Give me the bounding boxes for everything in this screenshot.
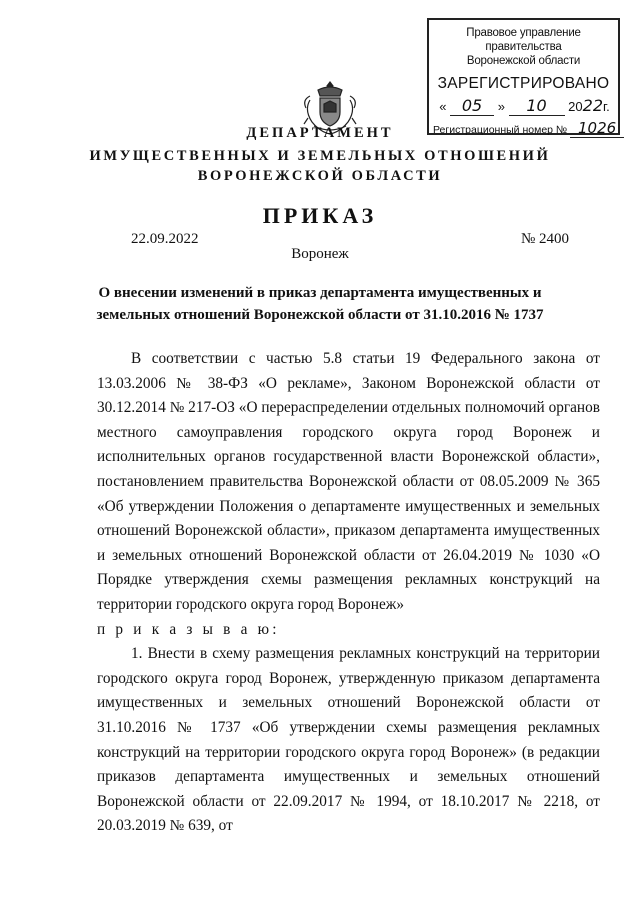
department-title-line1: ДЕПАРТАМЕНТ <box>246 125 394 141</box>
preamble-paragraph: В соответствии с частью 5.8 статьи 19 Федерального закона от 13.03.2006 № 38-ФЗ «О рекламе», Законом Воронежской области от 30.12.2014 № 217-ОЗ «О перераспределении отдельных полномочий органов местного самоуправления городского округа город Воронеж и исполнительных органов государственной власти Воронежской области», постановлением правительства Воронежской области от 08.05.2009 № 365 «Об утверждении Положения о департаменте имущественных и земельных отношений Воронежской области», приказом департамента имущественных и земельных отношений Воронежской области от 26.04.2019 № 1030 «О Порядке утверждения схемы размещения рекламных конструкций на территории городского округа город Воронеж» <box>97 350 600 613</box>
item-1-paragraph: 1. Внести в схему размещения рекламных конструкций на территории городского округа город Воронеж, утвержденную приказом департамента имущественных и земельных отношений Воронежской области от 31.10.2016 № 1737 «Об утверждении схемы размещения рекламных конструкций на территории городского округа город Воронеж» (в редакции приказов департамента имущественных и земельных отношений Воронежской области от 22.09.2017 № 1994, от 18.10.2017 № 2218, от 20.03.2019 № 639, от <box>97 645 600 835</box>
stamp-date-month: 10 <box>509 96 565 116</box>
document-city: Воронеж <box>291 246 349 262</box>
stamp-org-line2: Воронежской области <box>466 55 581 67</box>
document-body <box>97 347 600 839</box>
stamp-date-year: 22 <box>582 96 603 115</box>
order-word: п р и к а з ы в а ю: <box>97 620 280 638</box>
registration-stamp <box>427 18 620 135</box>
stamp-date-close: » <box>497 99 505 114</box>
document-date: 22.09.2022 <box>131 231 199 247</box>
stamp-date-year-prefix: 20 <box>568 99 583 114</box>
department-title-line3: ВОРОНЕЖСКОЙ ОБЛАСТИ <box>197 168 443 184</box>
department-title-line2: ИМУЩЕСТВЕННЫХ И ЗЕМЕЛЬНЫХ ОТНОШЕНИЙ <box>89 148 551 164</box>
subject-line2: земельных отношений Воронежской области от 31.10.2016 № 1737 <box>96 307 544 323</box>
document-number: № 2400 <box>521 231 570 247</box>
stamp-date-year-suffix: г. <box>603 99 610 114</box>
stamp-registered: ЗАРЕГИСТРИРОВАНО <box>437 75 610 92</box>
subject-line1: О внесении изменений в приказ департамента имущественных и <box>98 285 542 301</box>
stamp-date-open: « <box>439 99 447 114</box>
stamp-reg-number: 1026 <box>570 119 624 138</box>
document-type: ПРИКАЗ <box>262 203 378 228</box>
stamp-date-row <box>437 96 612 116</box>
stamp-org <box>429 26 618 68</box>
document-subject <box>0 282 640 326</box>
stamp-reg-label: Регистрационный номер № <box>433 124 568 136</box>
stamp-date-day: 05 <box>450 96 494 116</box>
stamp-org-line1: Правовое управление правительства <box>466 27 581 53</box>
